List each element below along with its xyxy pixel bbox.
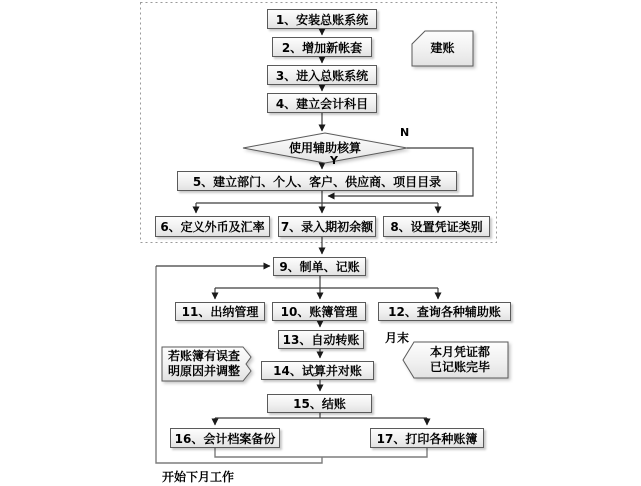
loop-merge-16-17	[215, 448, 427, 457]
step-create-accounts: 4、建立会计科目	[267, 93, 377, 113]
left-note-line1: 若账簿有误查	[167, 349, 240, 363]
step-voucher-types: 8、设置凭证类别	[383, 216, 490, 237]
right-note-line1: 本月凭证都	[429, 345, 490, 359]
step-trial-balance: 14、试算并对账	[261, 361, 374, 380]
left-note-label	[162, 347, 246, 381]
next-month-label: 开始下月工作	[162, 470, 235, 484]
step-auto-transfer: 13、自动转账	[278, 330, 364, 349]
step-define-currency: 6、定义外币及汇率	[155, 216, 270, 237]
step-add-account-set: 2、增加新帐套	[272, 37, 372, 57]
left-note-line2: 明原因并调整	[167, 364, 240, 378]
step-voucher-booking: 9、制单、记账	[273, 257, 366, 276]
branch-yes-label: Y	[330, 154, 338, 167]
step-close-period: 15、结账	[267, 394, 372, 413]
step-cashier-mgmt: 11、出纳管理	[175, 302, 265, 321]
right-note-line2: 已记账完毕	[429, 360, 490, 374]
step-query-aux-ledgers: 12、查询各种辅助账	[378, 302, 511, 321]
step-archive-backup: 16、会计档案备份	[170, 428, 280, 448]
branch-no-label: N	[400, 126, 410, 139]
step-enter-gl-system: 3、进入总账系统	[267, 65, 377, 85]
decision-label: 使用辅助核算	[288, 140, 361, 155]
step-create-directories: 5、建立部门、个人、客户、供应商、项目目录	[177, 171, 457, 191]
step-print-ledgers: 17、打印各种账簿	[370, 428, 484, 448]
phase-card-label: 建账	[430, 41, 455, 55]
month-end-label: 月末	[385, 331, 410, 345]
step-install-gl-system: 1、安装总账系统	[267, 9, 377, 29]
step-ledger-mgmt: 10、账簿管理	[272, 302, 366, 321]
step-opening-balance: 7、录入期初余额	[278, 216, 376, 237]
right-note-label	[412, 342, 508, 378]
